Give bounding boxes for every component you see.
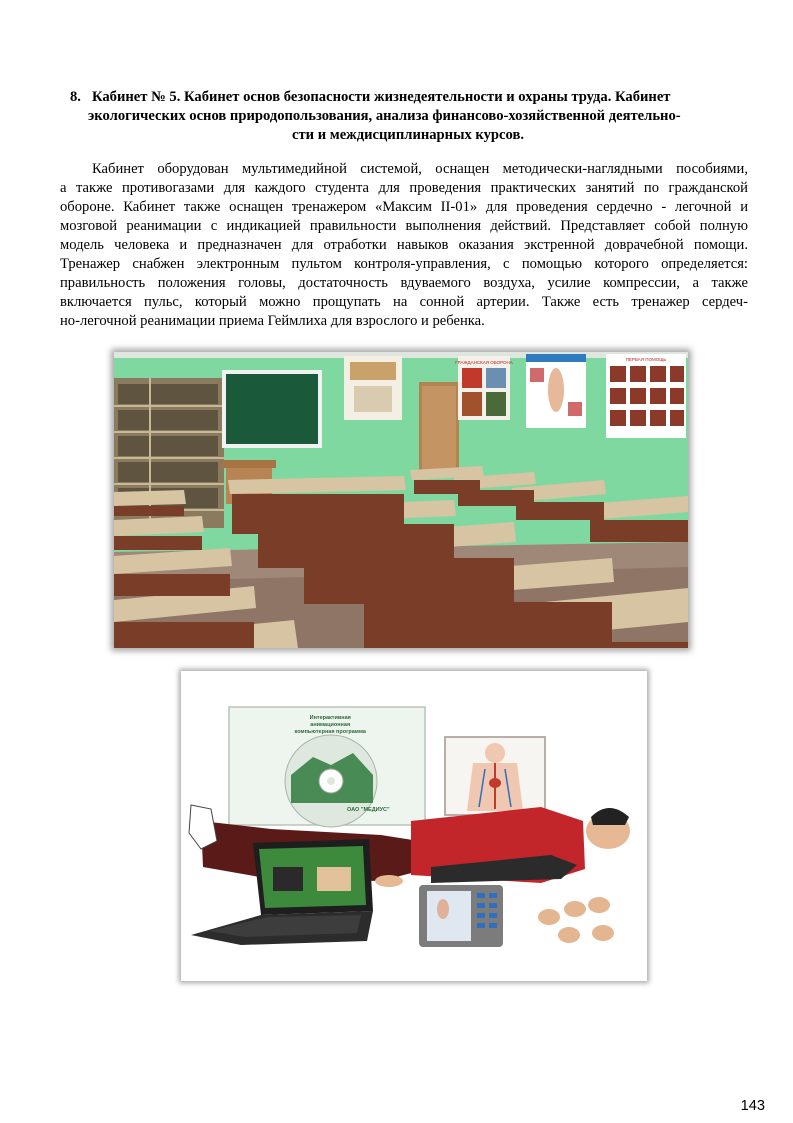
body-line: Кабинет оборудован мультимедийной системой, оснащен методически-наглядными пособиями, [92,161,748,177]
body-line: обороне. Кабинет также оснащен тренажером «Максим II-01» для проведения сердечно - легочной и [60,199,748,215]
cd-title-line: Интерактивная [309,715,351,721]
cpr-trainer-photo [181,671,647,981]
heading-line-3: сти и междисциплинарных курсов. [292,127,524,143]
heading-line-1 [70,88,746,107]
body-line: Тренажер снабжен электронным пультом контроля-управления, с помощью которого определяется: [60,256,748,272]
body-line: но-легочной реанимации приема Геймлиха для взрослого и ребенка. [60,313,485,329]
poster-heading-1: ГРАЖДАНСКАЯ ОБОРОНА [455,360,513,365]
body-paragraph [60,160,748,331]
poster-heading-2: ПЕРВАЯ ПОМОЩЬ [625,357,667,362]
body-line: включается пульс, который можно прощупать на сонной артерии. Также есть тренажер сердеч- [60,294,748,310]
body-line: а также противогазами для каждого студента для проведения практических занятий по гражданской [60,180,748,196]
section-number: 8. [70,89,81,105]
body-line: правильность положения головы, достаточность вдуваемого воздуха, усилие компрессии, а также [60,275,748,291]
cd-company: ОАО "МЕДИУС" [347,807,390,813]
body-line: модель человека и предназначен для отработки навыков оказания экстренной доврачебной помощи. [60,237,748,253]
classroom-photo [114,352,688,648]
cd-title-line: компьютерная программа [294,729,366,735]
section-heading [70,88,746,145]
body-line: мозговой реанимации с индикацией правильности выполнения действий. Представляет собой полную [60,218,748,234]
cd-title-line: анимационная [310,722,351,728]
heading-line-2: экологических основ природопользования, анализа финансово-хозяйственной деятельно- [88,108,681,124]
heading-text-1: Кабинет № 5. Кабинет основ безопасности жизнедеятельности и охраны труда. Кабинет [92,89,671,105]
page-number: 143 [740,1098,765,1114]
